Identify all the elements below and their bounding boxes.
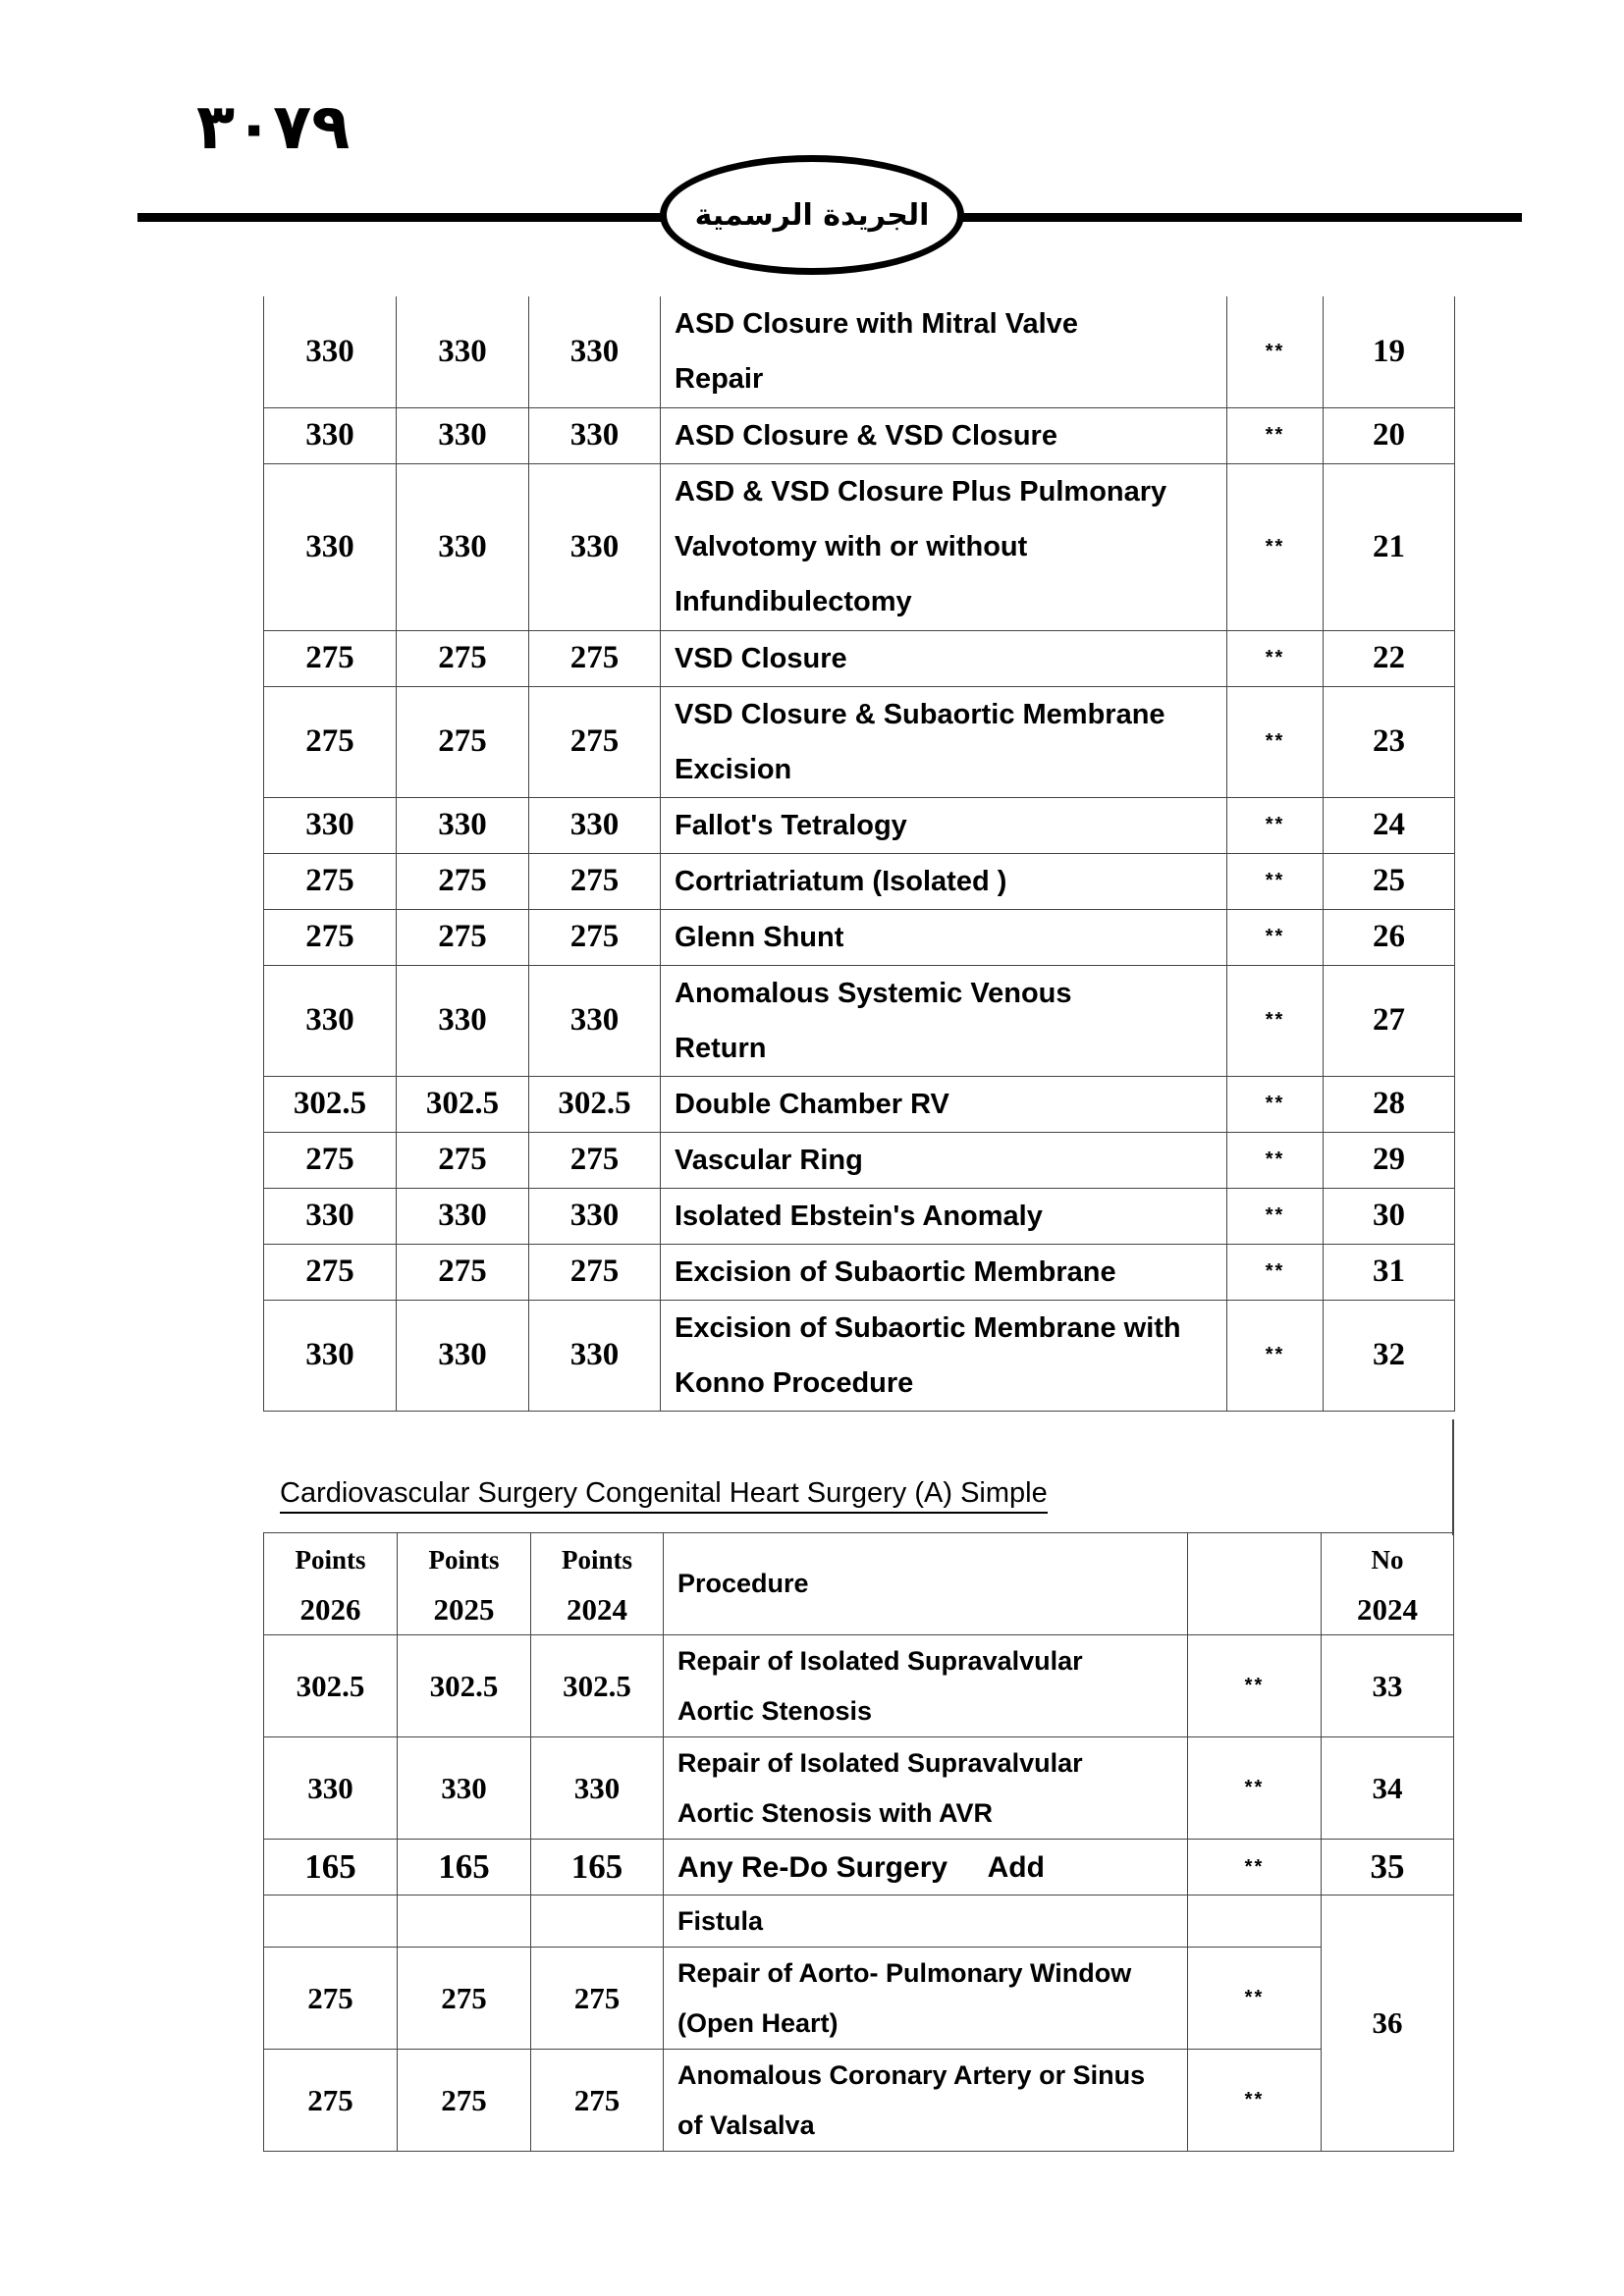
procedure-text: VSD Closure & Subaortic Membrane	[675, 698, 1165, 730]
mark: **	[1227, 909, 1324, 965]
procedure-text: Isolated Ebstein's Anomaly	[675, 1200, 1043, 1232]
header-points-2024	[531, 1533, 664, 1635]
table-row	[264, 1737, 1454, 1840]
header-points-label: Points	[295, 1544, 366, 1575]
points-2024: 275	[529, 1132, 661, 1188]
header-no-year: 2024	[1356, 1591, 1418, 1627]
procedure-text: Repair of Isolated Supravalvular	[677, 1747, 1083, 1778]
header-mark	[1187, 1533, 1321, 1635]
table-row	[264, 1076, 1455, 1132]
row-number: 33	[1321, 1635, 1453, 1737]
table-row	[264, 797, 1455, 853]
procedure-text: Aortic Stenosis	[677, 1695, 873, 1726]
points-2026: 330	[264, 1737, 398, 1840]
row-number: 29	[1324, 1132, 1455, 1188]
table-row	[264, 630, 1455, 686]
mark: **	[1227, 296, 1324, 407]
header-points-2025	[398, 1533, 531, 1635]
points-2024: 330	[529, 1188, 661, 1244]
row-number: 32	[1324, 1300, 1455, 1411]
row-number: 30	[1324, 1188, 1455, 1244]
procedure-cell	[661, 1244, 1227, 1300]
mark: **	[1227, 463, 1324, 630]
table-row	[264, 296, 1455, 407]
header-year: 2024	[567, 1591, 627, 1627]
procedure-text: ASD Closure & VSD Closure	[675, 419, 1057, 452]
points-2026: 330	[264, 797, 397, 853]
mark: **	[1227, 630, 1324, 686]
header-procedure: Procedure	[664, 1533, 1188, 1635]
points-2025: 330	[397, 1300, 529, 1411]
points-2025: 330	[397, 797, 529, 853]
mark: **	[1227, 965, 1324, 1076]
points-2025: 275	[397, 1132, 529, 1188]
points-2024: 275	[529, 853, 661, 909]
points-2026: 275	[264, 686, 397, 797]
procedure-text: Vascular Ring	[675, 1144, 863, 1176]
procedure-cell	[661, 463, 1227, 630]
row-number: 20	[1324, 407, 1455, 463]
procedure-text: of Valsalva	[677, 2109, 815, 2140]
points-2026: 275	[264, 2050, 398, 2152]
page-number: ٣٠٧٩	[196, 91, 351, 164]
procedure-text: Fallot's Tetralogy	[675, 809, 907, 841]
points-2025: 275	[397, 686, 529, 797]
row-number: 28	[1324, 1076, 1455, 1132]
points-2025: 275	[397, 630, 529, 686]
row-number: 31	[1324, 1244, 1455, 1300]
section-caption: Cardiovascular Surgery Congenital Heart Surgery (A) Simple	[280, 1477, 1048, 1514]
journal-title: الجريدة الرسمية	[694, 197, 930, 233]
table-row	[264, 965, 1455, 1076]
procedure-cell	[661, 630, 1227, 686]
procedure-cell	[661, 1188, 1227, 1244]
points-2025: 330	[398, 1737, 531, 1840]
points-2025: 330	[397, 965, 529, 1076]
points-2024: 330	[529, 407, 661, 463]
procedure-text: VSD Closure	[675, 642, 847, 674]
row-number: 24	[1324, 797, 1455, 853]
points-2026: 302.5	[264, 1076, 397, 1132]
points-2026: 302.5	[264, 1635, 398, 1737]
procedure-cell	[661, 1076, 1227, 1132]
points-2024: 330	[529, 463, 661, 630]
procedure-text: Repair	[675, 363, 764, 396]
procedures-table-bottom	[263, 1532, 1454, 2152]
procedure-text: Valvotomy with or without	[675, 531, 1028, 562]
mark: **	[1187, 1948, 1321, 2050]
table-row	[264, 1948, 1454, 2050]
table-row	[264, 909, 1455, 965]
points-2024: 275	[529, 1244, 661, 1300]
header-year: 2025	[433, 1591, 495, 1627]
row-number: 26	[1324, 909, 1455, 965]
table-border-continuation	[1452, 1419, 1454, 1535]
points-2024: 330	[529, 1300, 661, 1411]
points-2025: 275	[397, 853, 529, 909]
mark: **	[1227, 1132, 1324, 1188]
table-row	[264, 1244, 1455, 1300]
points-2026: 330	[264, 463, 397, 630]
procedure-text: Glenn Shunt	[675, 921, 844, 953]
points-2025: 275	[397, 909, 529, 965]
procedure-text: Double Chamber RV	[675, 1088, 949, 1120]
procedure-text: Infundibulectomy	[675, 586, 912, 617]
points-2025: 275	[398, 2050, 531, 2152]
header-points-label: Points	[561, 1544, 632, 1575]
points-2025: 330	[397, 407, 529, 463]
procedure-text: Anomalous Coronary Artery or Sinus	[677, 2059, 1146, 2090]
procedure-cell	[661, 686, 1227, 797]
points-2024: 330	[529, 296, 661, 407]
row-number: 25	[1324, 853, 1455, 909]
procedure-cell	[661, 407, 1227, 463]
points-2026: 330	[264, 965, 397, 1076]
procedures-table-top	[263, 296, 1455, 1412]
table-header-row	[264, 1533, 1454, 1635]
mark: **	[1227, 407, 1324, 463]
mark: **	[1187, 1840, 1321, 1896]
points-2024: 302.5	[531, 1635, 664, 1737]
procedure-cell	[664, 1635, 1188, 1737]
mark: **	[1227, 1188, 1324, 1244]
procedure-text: Cortriatriatum (Isolated )	[675, 865, 1007, 897]
header-oval	[660, 155, 964, 275]
points-2026: 330	[264, 296, 397, 407]
procedure-cell	[664, 1737, 1188, 1840]
procedure-cell	[661, 965, 1227, 1076]
procedure-text: (Open Heart)	[677, 2007, 839, 2038]
points-2026: 330	[264, 1188, 397, 1244]
points-2025: 330	[397, 296, 529, 407]
points-2025: 165	[398, 1840, 531, 1896]
points-2024: 330	[531, 1737, 664, 1840]
header-points-2026	[264, 1533, 398, 1635]
points-2025: 275	[398, 1948, 531, 2050]
header-year: 2026	[299, 1591, 361, 1627]
points-2026: 330	[264, 1300, 397, 1411]
mark: **	[1187, 1737, 1321, 1840]
mark: **	[1187, 2050, 1321, 2152]
row-number: 22	[1324, 630, 1455, 686]
points-2024: 275	[531, 1948, 664, 2050]
procedure-cell	[664, 2050, 1188, 2152]
points-2025: 330	[397, 463, 529, 630]
procedure-cell	[661, 853, 1227, 909]
row-number: 23	[1324, 686, 1455, 797]
procedure-text: ASD & VSD Closure Plus Pulmonary	[675, 476, 1167, 507]
table-row	[264, 686, 1455, 797]
points-2024: 302.5	[529, 1076, 661, 1132]
points-2024: 275	[529, 630, 661, 686]
table-row	[264, 463, 1455, 630]
mark: **	[1227, 686, 1324, 797]
row-number: 34	[1321, 1737, 1453, 1840]
procedure-cell	[661, 909, 1227, 965]
group-title: Fistula	[664, 1896, 1188, 1948]
points-2024: 330	[529, 797, 661, 853]
points-2026: 275	[264, 909, 397, 965]
procedure-text: Any Re-Do Surgery Add	[677, 1850, 1045, 1884]
procedure-text: Excision of Subaortic Membrane	[675, 1255, 1116, 1288]
header-no-label: No	[1371, 1544, 1404, 1575]
mark: **	[1227, 1300, 1324, 1411]
points-2025: 302.5	[398, 1635, 531, 1737]
points-2026: 275	[264, 630, 397, 686]
row-number: 19	[1324, 296, 1455, 407]
procedure-text: Konno Procedure	[675, 1366, 914, 1399]
points-2024: 330	[529, 965, 661, 1076]
procedure-text: Excision	[675, 753, 792, 785]
points-2025: 302.5	[397, 1076, 529, 1132]
procedure-text: Aortic Stenosis with AVR	[677, 1797, 994, 1828]
procedure-text: Repair of Aorto- Pulmonary Window	[677, 1957, 1132, 1988]
points-2024: 275	[529, 909, 661, 965]
points-2026: 275	[264, 1244, 397, 1300]
empty-cell	[264, 1896, 398, 1948]
mark: **	[1227, 797, 1324, 853]
group-title-row	[264, 1896, 1454, 1948]
points-2026: 275	[264, 1132, 397, 1188]
mark: **	[1227, 1076, 1324, 1132]
points-2025: 330	[397, 1188, 529, 1244]
procedure-cell	[661, 797, 1227, 853]
table-row	[264, 1300, 1455, 1411]
table-row	[264, 1840, 1454, 1896]
table-row	[264, 1188, 1455, 1244]
row-number: 36	[1321, 1896, 1453, 2152]
procedure-cell	[664, 1948, 1188, 2050]
empty-cell	[1187, 1896, 1321, 1948]
table-row	[264, 1132, 1455, 1188]
procedure-cell	[661, 1300, 1227, 1411]
procedure-text: Repair of Isolated Supravalvular	[677, 1645, 1083, 1676]
row-number: 35	[1321, 1840, 1453, 1896]
points-2026: 330	[264, 407, 397, 463]
row-number: 21	[1324, 463, 1455, 630]
procedure-text: ASD Closure with Mitral Valve	[675, 308, 1078, 341]
points-2024: 275	[531, 2050, 664, 2152]
mark: **	[1227, 1244, 1324, 1300]
points-2026: 165	[264, 1840, 398, 1896]
header-points-label: Points	[428, 1544, 500, 1575]
mark: **	[1187, 1635, 1321, 1737]
row-number: 27	[1324, 965, 1455, 1076]
procedure-text: Excision of Subaortic Membrane with	[675, 1311, 1181, 1344]
procedure-cell	[661, 1132, 1227, 1188]
table-row	[264, 2050, 1454, 2152]
points-2024: 165	[531, 1840, 664, 1896]
points-2025: 275	[397, 1244, 529, 1300]
procedure-text: Return	[675, 1032, 767, 1064]
empty-cell	[398, 1896, 531, 1948]
procedure-text: Anomalous Systemic Venous	[675, 977, 1072, 1009]
header-no	[1321, 1533, 1453, 1635]
points-2026: 275	[264, 853, 397, 909]
points-2026: 275	[264, 1948, 398, 2050]
procedure-cell	[661, 296, 1227, 407]
mark: **	[1227, 853, 1324, 909]
table-row	[264, 407, 1455, 463]
points-2024: 275	[529, 686, 661, 797]
table-row	[264, 853, 1455, 909]
procedure-cell	[664, 1840, 1188, 1896]
empty-cell	[531, 1896, 664, 1948]
table-row	[264, 1635, 1454, 1737]
